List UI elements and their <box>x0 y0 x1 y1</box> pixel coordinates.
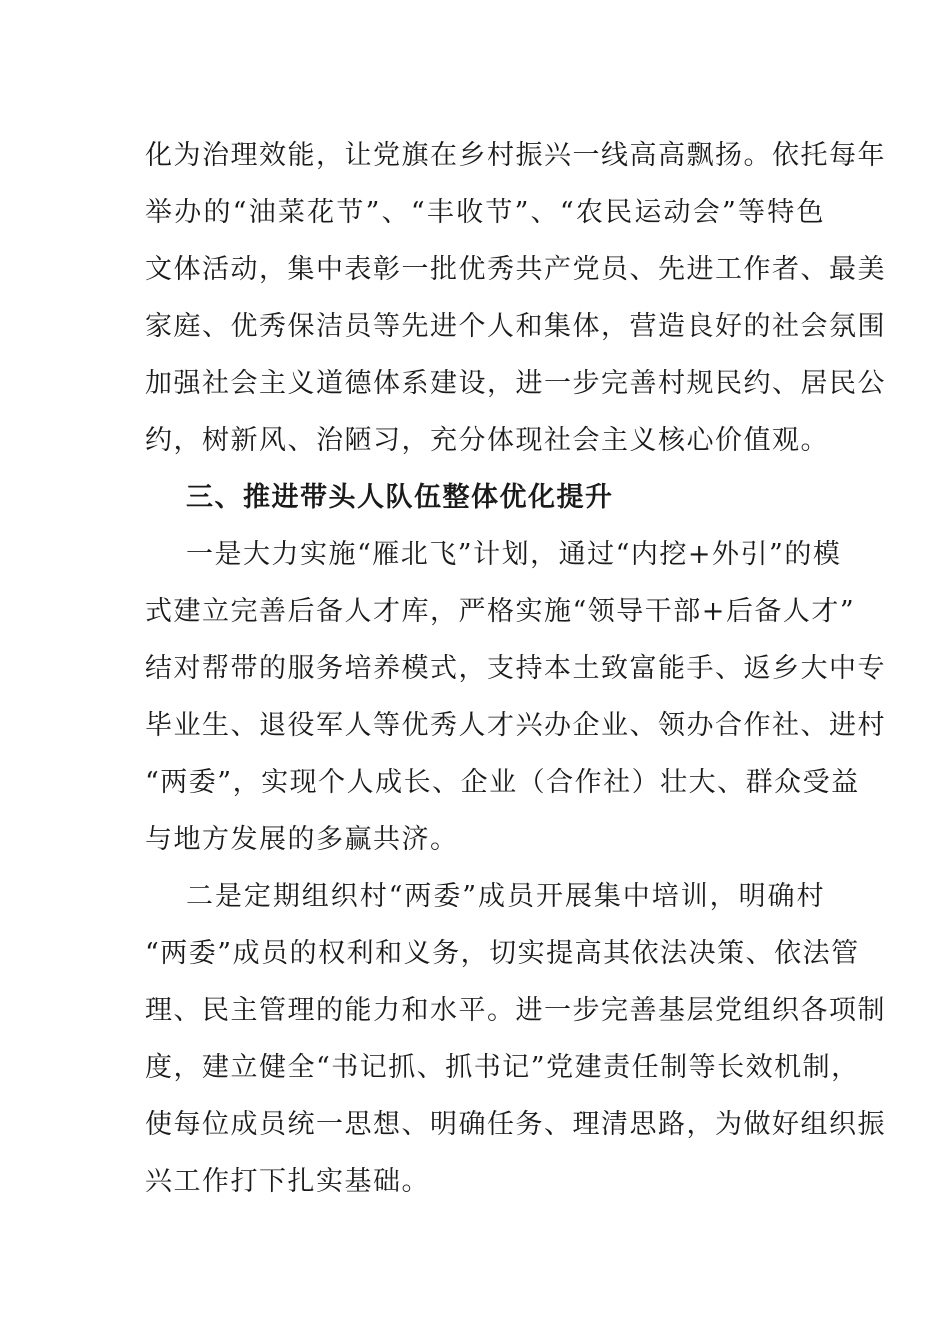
body-text-line: 家庭、优秀保洁员等先进个人和集体，营造良好的社会氛围 <box>145 311 886 342</box>
body-text-line: “两委”成员的权利和义务，切实提高其依法决策、依法管 <box>145 938 860 969</box>
body-text-line: 约，树新风、治陋习，充分体现社会主义核心价值观。 <box>145 425 829 456</box>
body-text-line: 使每位成员统一思想、明确任务、理清思路，为做好组织振 <box>145 1109 886 1140</box>
section-heading: 三、推进带头人队伍整体优化提升 <box>186 482 614 513</box>
body-text-line: 理、民主管理的能力和水平。进一步完善基层党组织各项制 <box>145 995 886 1026</box>
body-text-line: 文体活动，集中表彰一批优秀共产党员、先进工作者、最美 <box>145 254 886 285</box>
body-text-line: 毕业生、退役军人等优秀人才兴办企业、领办合作社、进村 <box>145 710 886 741</box>
body-text-line: 与地方发展的多赢共济。 <box>145 824 459 855</box>
paragraph-first-line: 二是定期组织村“两委”成员开展集中培训，明确村 <box>186 881 825 912</box>
body-text-line: “两委”，实现个人成长、企业（合作社）壮大、群众受益 <box>145 767 860 798</box>
body-text-line: 度，建立健全“书记抓、抓书记”党建责任制等长效机制， <box>145 1052 860 1083</box>
paragraph-first-line: 一是大力实施“雁北飞”计划，通过“内挖+外引”的模 <box>186 539 842 570</box>
body-text-line: 化为治理效能，让党旗在乡村振兴一线高高飘扬。依托每年 <box>145 140 886 171</box>
body-text-line: 兴工作打下扎实基础。 <box>145 1166 430 1197</box>
body-text-line: 结对帮带的服务培养模式，支持本土致富能手、返乡大中专 <box>145 653 886 684</box>
body-text-line: 举办的“油菜花节”、“丰收节”、“农民运动会”等特色 <box>145 197 825 228</box>
body-text-line: 式建立完善后备人才库，严格实施“领导干部+后备人才” <box>145 596 856 627</box>
body-text-line: 加强社会主义道德体系建设，进一步完善村规民约、居民公 <box>145 368 886 399</box>
